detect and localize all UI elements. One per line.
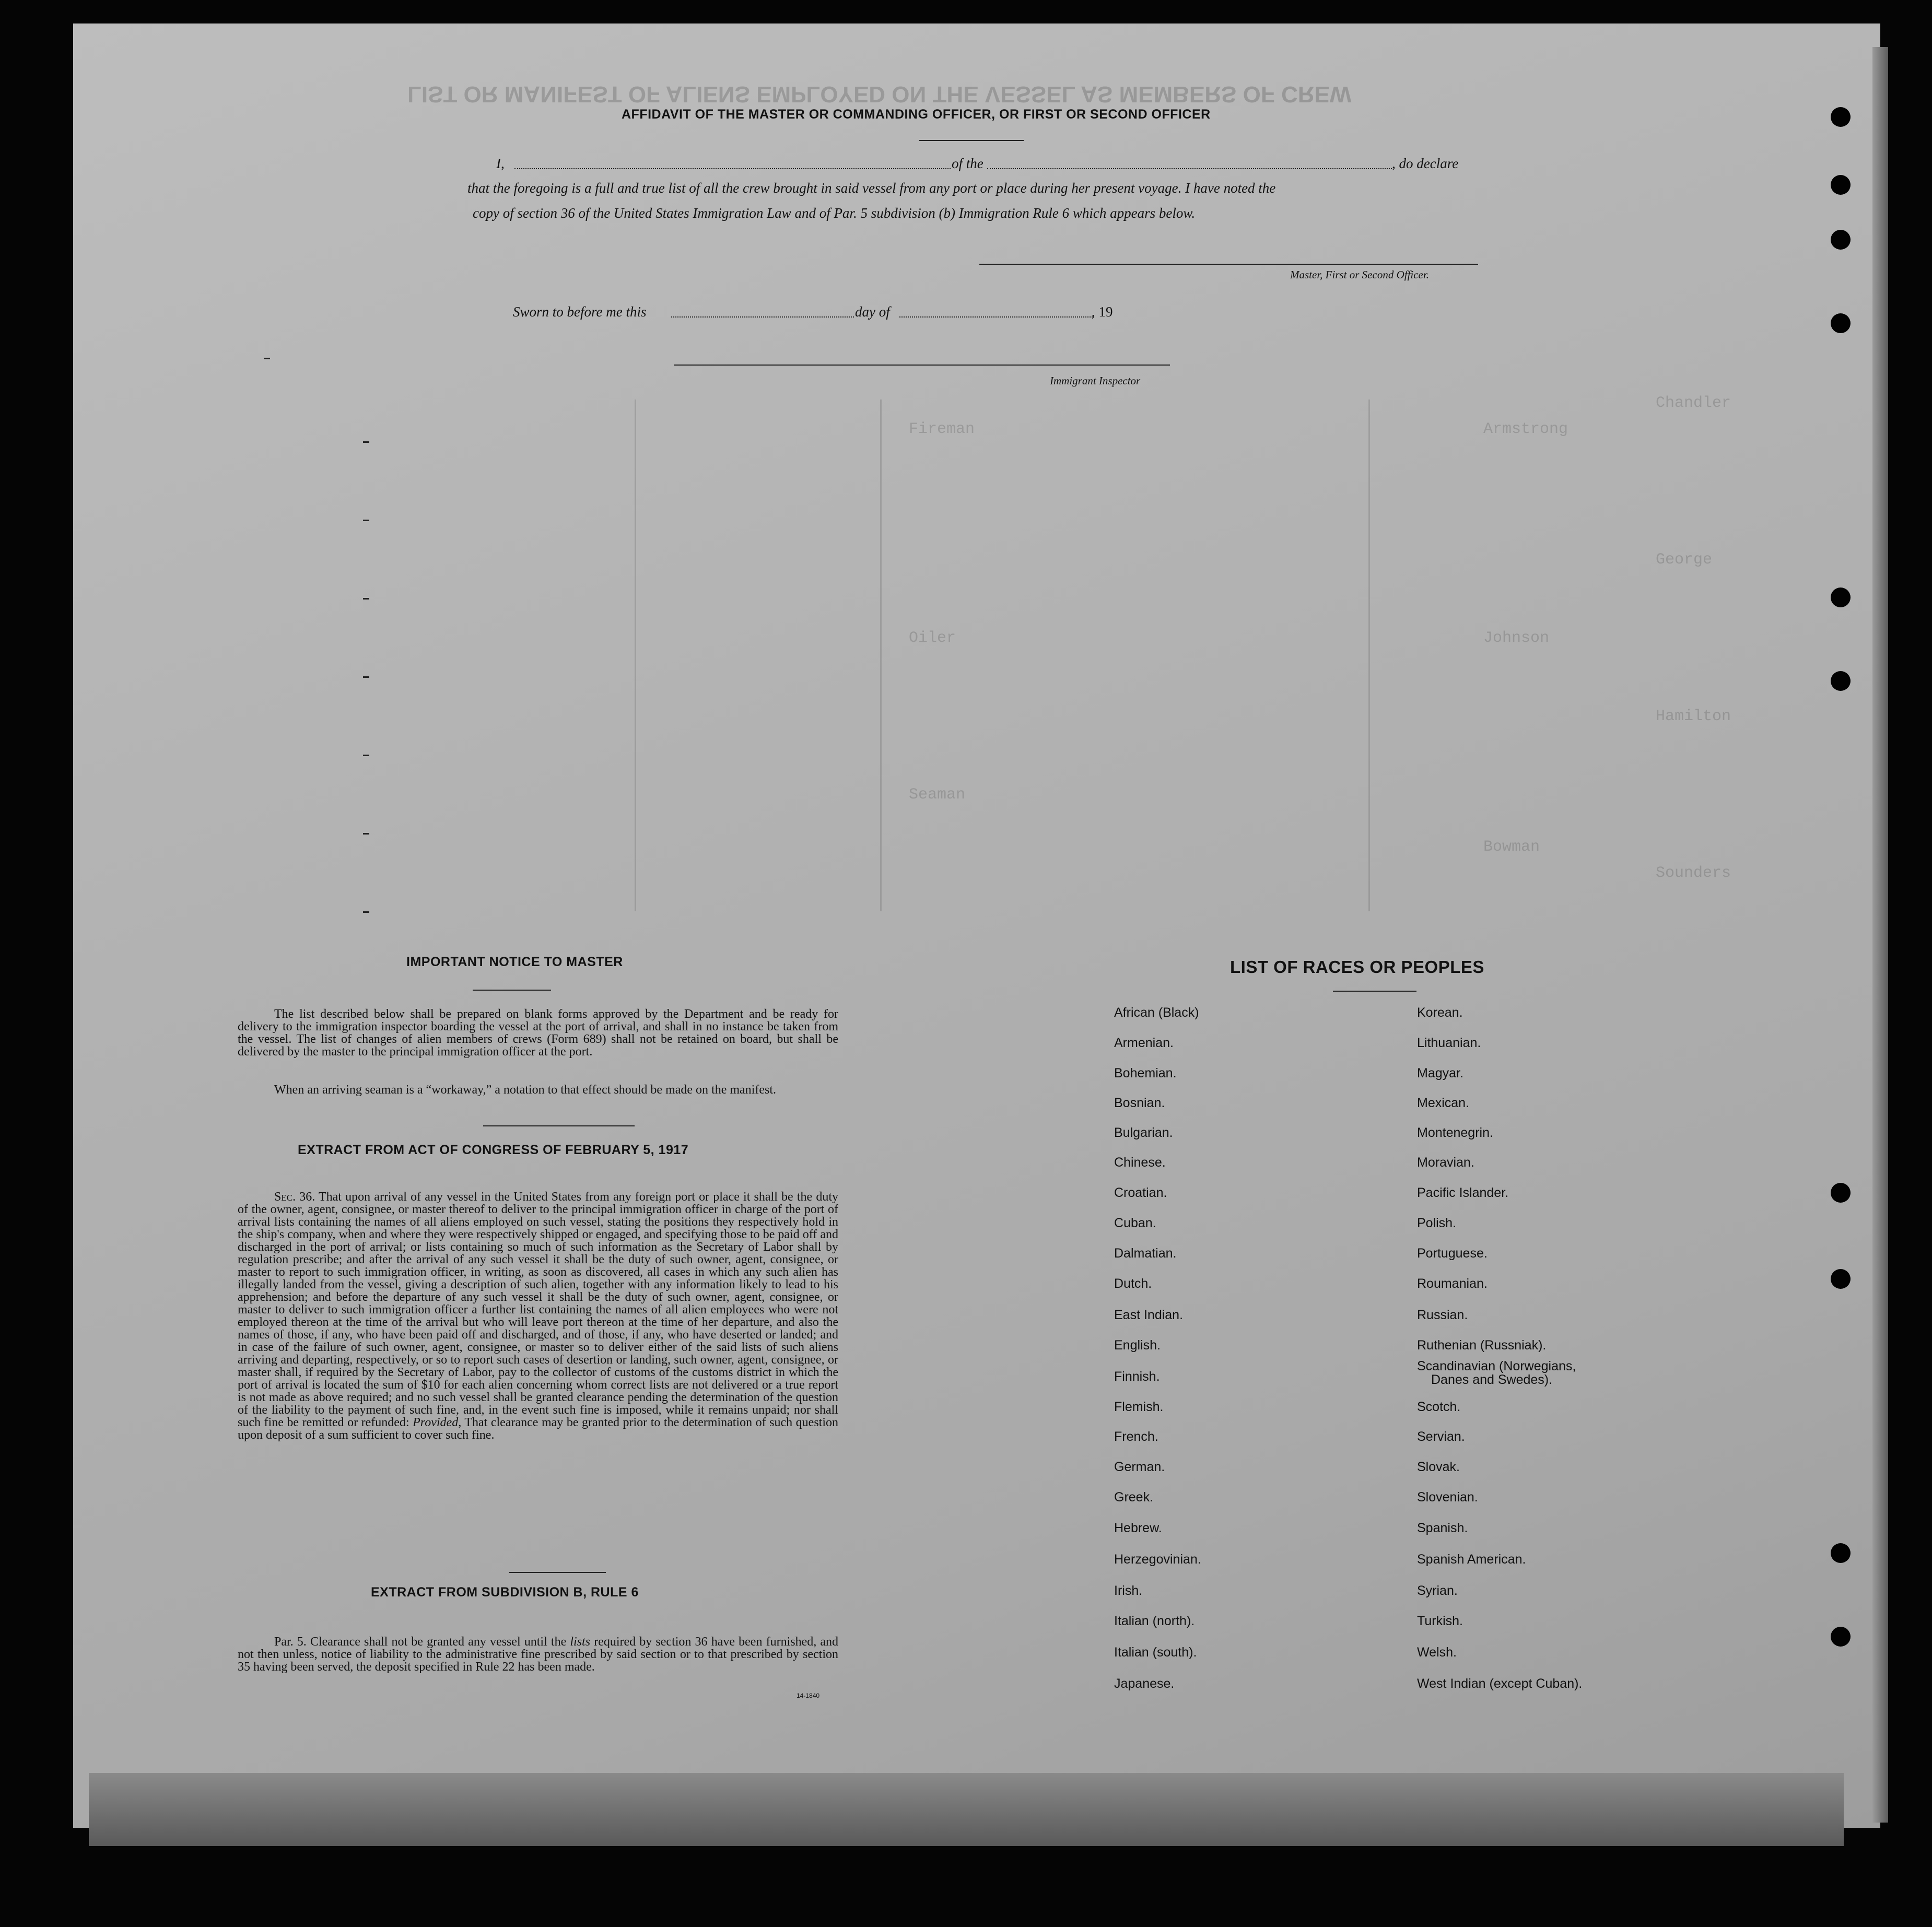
vessel-name-field[interactable] <box>987 168 1392 169</box>
race-item: German. <box>1114 1460 1165 1474</box>
notice-title: IMPORTANT NOTICE TO MASTER <box>406 955 623 969</box>
row-dash <box>363 911 369 913</box>
race-item: Servian. <box>1417 1429 1465 1444</box>
race-item: Pacific Islander. <box>1417 1185 1509 1200</box>
race-item: Bohemian. <box>1114 1066 1177 1080</box>
race-item: English. <box>1114 1338 1161 1353</box>
day-of-label: day of <box>855 304 890 320</box>
race-item: French. <box>1114 1429 1158 1444</box>
race-item: Magyar. <box>1417 1066 1463 1080</box>
bleed-through-text: Johnson <box>1483 629 1550 647</box>
page-bottom-strip <box>89 1773 1844 1846</box>
bleed-through-text: Sounders <box>1656 864 1731 882</box>
rule-extract-text <box>238 1636 838 1673</box>
act-extract-text <box>238 1191 838 1441</box>
race-item: Hebrew. <box>1114 1521 1162 1535</box>
act-extract-title: EXTRACT FROM ACT OF CONGRESS OF FEBRUARY 5, 1917 <box>298 1143 689 1157</box>
punch-hole <box>1831 1269 1851 1289</box>
rule-text-end: required by section 36 have been furnished, and not then unless, notice of liability to the administrative fine prescribed by said section or to that prescribed by section 35 having been served, the deposit specified in Rule 22 has been made. <box>238 1635 839 1674</box>
race-item: Finnish. <box>1114 1369 1160 1384</box>
punch-hole <box>1831 671 1851 691</box>
declarant-name-field[interactable] <box>514 168 951 169</box>
sworn-day-field[interactable] <box>671 316 854 318</box>
bleed-through-text: George <box>1656 551 1713 569</box>
form-number: 14-1840 <box>797 1692 820 1699</box>
race-item: Irish. <box>1114 1583 1143 1598</box>
notice-paragraph <box>238 1008 838 1058</box>
punch-hole <box>1831 175 1851 195</box>
lists-word: lists <box>570 1635 591 1649</box>
race-item: Welsh. <box>1417 1645 1457 1660</box>
race-item: Chinese. <box>1114 1155 1166 1170</box>
race-item: Flemish. <box>1114 1400 1164 1414</box>
race-item: Croatian. <box>1114 1185 1167 1200</box>
race-item: Roumanian. <box>1417 1276 1488 1291</box>
races-title: LIST OF RACES OR PEOPLES <box>1230 957 1484 977</box>
race-item: Montenegrin. <box>1417 1125 1493 1140</box>
section-divider <box>509 1572 606 1573</box>
race-item: Armenian. <box>1114 1036 1174 1050</box>
race-item: Scotch. <box>1417 1400 1461 1414</box>
affidavit-i-label: I, <box>496 156 505 171</box>
bleed-through-text: Oiler <box>909 629 956 647</box>
race-item-danes-and-swedes: Danes and Swedes). <box>1431 1372 1553 1387</box>
race-item: Cuban. <box>1114 1216 1156 1230</box>
inspector-label: Immigrant Inspector <box>1050 374 1141 387</box>
race-item: West Indian (except Cuban). <box>1417 1676 1583 1691</box>
sworn-label: Sworn to before me this <box>513 304 647 320</box>
notice-para2: When an arriving seaman is a “workaway,” a notation to that effect should be made on the manifest. <box>274 1083 776 1097</box>
provided-label: Provided, <box>413 1416 462 1429</box>
punch-hole <box>1831 313 1851 333</box>
race-item: East Indian. <box>1114 1308 1184 1322</box>
row-dash <box>264 358 270 359</box>
bleed-through-text: Seaman <box>909 786 966 804</box>
race-item: Dutch. <box>1114 1276 1152 1291</box>
bleed-through-text: Fireman <box>909 420 975 438</box>
affidavit-statement-line2: copy of section 36 of the United States Immigration Law and of Par. 5 subdivision (b) Immigration Rule 6 which appears below. <box>473 205 1196 221</box>
race-item: Slovenian. <box>1417 1490 1478 1505</box>
race-item: Dalmatian. <box>1114 1246 1177 1261</box>
sec-36-text-end: That clearance may be granted prior to the determination of such question upon deposit of a sum sufficient to cover such fine. <box>238 1416 839 1442</box>
race-item: Turkish. <box>1417 1614 1463 1628</box>
bleed-through-rule <box>880 400 882 911</box>
document-page <box>73 24 1880 1828</box>
race-item: Korean. <box>1417 1005 1463 1020</box>
race-item: Slovak. <box>1417 1460 1460 1474</box>
page-edge <box>1872 47 1888 1823</box>
race-item: Mexican. <box>1417 1096 1470 1110</box>
affidavit-of-the-label: of the <box>952 156 983 171</box>
race-item: Scandinavian (Norwegians, <box>1417 1359 1576 1373</box>
notice-underline <box>473 990 551 991</box>
row-dash <box>363 598 369 600</box>
rule-extract-title: EXTRACT FROM SUBDIVISION B, RULE 6 <box>371 1585 639 1600</box>
row-dash <box>363 520 369 521</box>
row-dash <box>363 441 369 443</box>
punch-hole <box>1831 1183 1851 1203</box>
sec-36-text: That upon arrival of any vessel in the United States from any foreign port or place it shall be the duty of the owner, agent, consignee, or master thereof to deliver to the principal immigration officer in charge of the port of arrival lists containing the names of all aliens employed on such vessel, stating the positions they respectively hold in the ship's company, when and where they were respectively shipped or engaged, and specifying those to be paid off and discharged in the port of arrival; or lists containing so much of such information as the Secretary of Labor shall by regulation prescribe; and after the arrival of any such vessel it shall be the duty of such owner, agent, consignee, or master to report to such immigration officer, in writing, as soon as discovered, all cases in which any such alien has illegally landed from the vessel, giving a description of such alien, together with any information likely to lead to his apprehension; and before the departure of any such vessel it shall be the duty of such owner, agent, consignee, or master to deliver to such immigration officer a further list containing the names of all alien employees who were not employed thereon at the time of the arrival but who will leave port thereon at the time of her departure, and also the names of those, if any, who have been paid off and discharged, and of those, if any, who have deserted or landed; and in case of the failure of such owner, agent, consignee, or master so to deliver either of the said lists of such aliens arriving and departing, respectively, or so to report such cases of desertion or landing, such owner, agent, consignee, or master shall, if required by the Secretary of Labor, pay to the collector of customs of the customs district in which the port of arrival is located the sum of $10 for each alien concerning whom correct lists are not delivered or a true report is not made as above required; and no such vessel shall be granted clearance pending the determination of the question of the liability to the payment of such fine, and, in the event such fine is imposed, while it remains unpaid; nor shall such fine be remitted or refunded: <box>238 1190 838 1429</box>
punch-hole <box>1831 230 1851 250</box>
race-item: Moravian. <box>1417 1155 1474 1170</box>
race-item: Portuguese. <box>1417 1246 1488 1261</box>
row-dash <box>363 755 369 756</box>
races-underline <box>1333 991 1416 992</box>
race-item: Herzegovinian. <box>1114 1552 1201 1567</box>
race-item: Greek. <box>1114 1490 1154 1505</box>
bleed-through-text: Bowman <box>1483 838 1540 856</box>
affidavit-title: AFFIDAVIT OF THE MASTER OR COMMANDING OFFICER, OR FIRST OR SECOND OFFICER <box>622 107 1211 122</box>
punch-hole <box>1831 588 1851 607</box>
bleed-through-text: Chandler <box>1656 394 1731 412</box>
punch-hole <box>1831 1627 1851 1647</box>
race-item: Russian. <box>1417 1308 1468 1322</box>
race-item: Ruthenian (Russniak). <box>1417 1338 1547 1353</box>
punch-hole <box>1831 107 1851 127</box>
race-item: African (Black) <box>1114 1005 1199 1020</box>
race-item: Bulgarian. <box>1114 1125 1173 1140</box>
row-dash <box>363 833 369 835</box>
notice-workaway-paragraph <box>238 1084 838 1096</box>
title-underline <box>919 140 1024 141</box>
sec-label: Sec. 36. <box>274 1190 315 1204</box>
master-signature-label: Master, First or Second Officer. <box>1290 268 1429 281</box>
bleed-through-rule <box>1368 400 1370 911</box>
affidavit-statement-line1: that the foregoing is a full and true list of all the crew brought in said vessel from any port or place during her present voyage. I have noted the <box>467 180 1276 196</box>
rule-text-start: Par. 5. Clearance shall not be granted any vessel until the <box>274 1635 567 1649</box>
race-item: Spanish. <box>1417 1521 1468 1535</box>
race-item: Spanish American. <box>1417 1552 1526 1567</box>
race-item: Lithuanian. <box>1417 1036 1481 1050</box>
race-item: Italian (north). <box>1114 1614 1195 1628</box>
year-label: , 19 <box>1092 304 1113 320</box>
race-item: Polish. <box>1417 1216 1457 1230</box>
section-divider <box>483 1125 635 1126</box>
row-dash <box>363 676 369 678</box>
race-item: Bosnian. <box>1114 1096 1165 1110</box>
punch-hole <box>1831 1543 1851 1563</box>
race-item: Italian (south). <box>1114 1645 1197 1660</box>
bleed-through-rule <box>635 400 636 911</box>
affidavit-do-declare-label: , do declare <box>1392 156 1459 171</box>
inspector-signature-line[interactable] <box>674 365 1170 366</box>
race-item: Syrian. <box>1417 1583 1458 1598</box>
bleed-through-header: LIST OR MANIFEST OF ALIENS EMPLOYED ON THE VESSEL AS MEMBERS OF CREW <box>407 81 1352 107</box>
bleed-through-text: Armstrong <box>1483 420 1568 438</box>
notice-para1: The list described below shall be prepared on blank forms approved by the Department and be ready for delivery to the immigration inspector boarding the vessel at the port of arrival, and shall in no instance be taken from the vessel. The list of changes of alien members of crews (Form 689) shall not be retained on board, but shall be delivered by the master to the principal immigration officer at the port. <box>238 1007 838 1059</box>
race-item: Japanese. <box>1114 1676 1175 1691</box>
master-signature-line[interactable] <box>979 264 1478 265</box>
bleed-through-text: Hamilton <box>1656 708 1731 725</box>
sworn-month-field[interactable] <box>899 316 1093 318</box>
